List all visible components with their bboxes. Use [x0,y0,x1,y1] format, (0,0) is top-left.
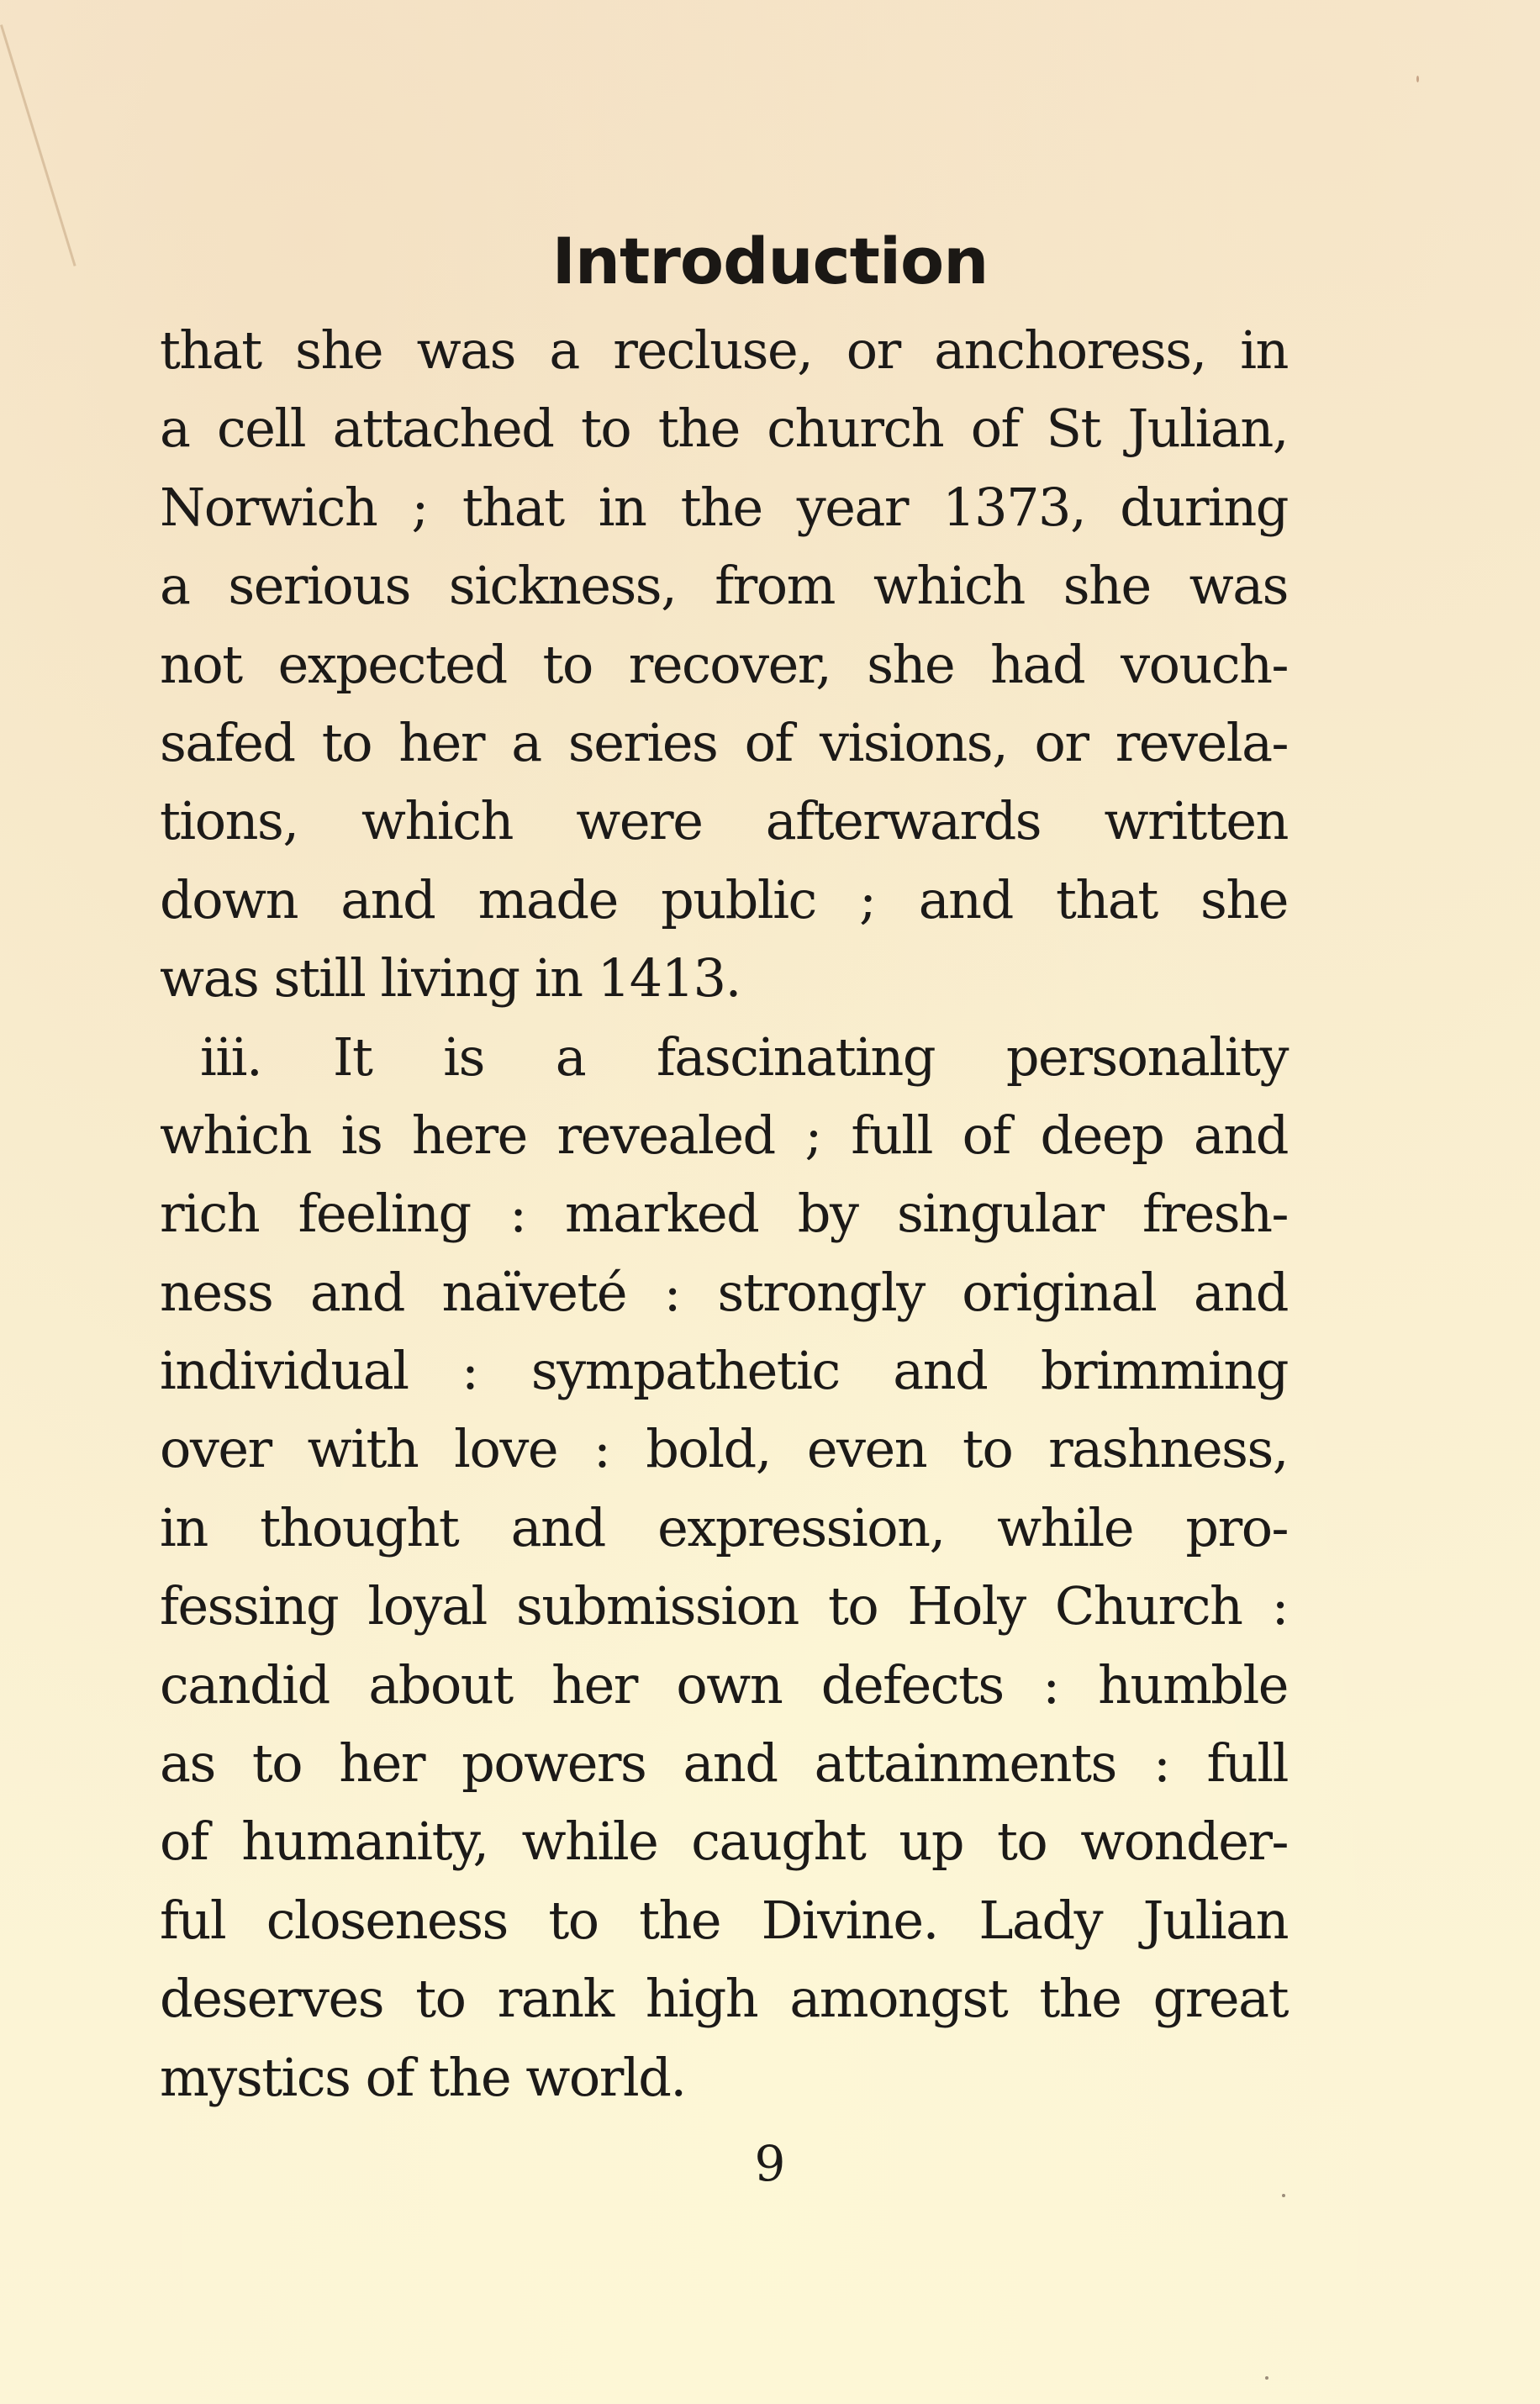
running-header-title: Introduction [551,223,989,298]
text-line: over with love : bold, even to rashness, [160,1418,1288,1480]
text-line: rich feeling : marked by singular fresh- [160,1183,1288,1245]
text-line: of humanity, while caught up to wonder- [160,1811,1288,1873]
text-line: tions, which were afterwards written [160,790,1288,852]
text-line: which is here revealed ; full of deep and [160,1104,1288,1166]
text-line: candid about her own defects : humble [160,1653,1288,1716]
page-number: 9 [754,2135,786,2192]
text-line: down and made public ; and that she [160,868,1288,930]
text-line: ful closeness to the Divine. Lady Julian [160,1889,1288,1951]
text-line: in thought and expression, while pro- [160,1496,1288,1558]
paper-speck [1265,2376,1268,2380]
body-text [160,311,1288,2117]
text-line: ness and naïveté : strongly original and [160,1261,1288,1323]
text-line: individual : sympathetic and brimming [160,1340,1288,1402]
text-line: not expected to recover, she had vouch- [160,633,1288,695]
text-line: fessing loyal submission to Holy Church : [160,1575,1288,1637]
text-line: that she was a recluse, or anchoress, in [160,319,1288,381]
text-line: Norwich ; that in the year 1373, during [160,476,1288,538]
text-line: mystics of the world. [160,2046,686,2108]
paper-speck [1282,2194,1285,2197]
text-line: was still living in 1413. [160,947,741,1010]
text-line: a cell attached to the church of St Julian, [160,398,1288,460]
paragraph-start-line: iii. It is a fascinating personality [200,1025,1288,1088]
paper-speck [1416,76,1419,82]
text-line: as to her powers and attainments : full [160,1732,1288,1795]
text-line: deserves to rank high amongst the great [160,1968,1288,2030]
text-line: a serious sickness, from which she was [160,555,1288,617]
text-line: safed to her a series of visions, or revela- [160,711,1288,773]
